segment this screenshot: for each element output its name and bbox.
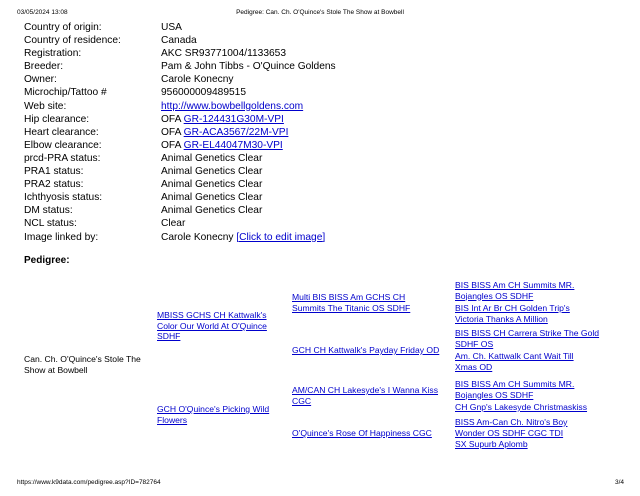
detail-label: prcd-PRA status: <box>24 152 101 164</box>
detail-value <box>161 126 288 139</box>
great-grandparent-line: CH Gnp's Lakesyde Christmaskiss <box>455 402 588 412</box>
detail-row <box>24 73 624 86</box>
detail-row <box>24 204 624 217</box>
detail-value: USA <box>161 22 182 33</box>
detail-label: NCL status: <box>24 218 77 230</box>
detail-label: Country of residence: <box>24 35 121 47</box>
detail-label: Elbow clearance: <box>24 139 102 151</box>
dam-line: GCH O'Quince's Picking Wild <box>157 404 270 414</box>
great-grandparent <box>455 379 574 400</box>
detail-label: DM status: <box>24 205 73 217</box>
detail-row <box>24 34 624 47</box>
great-grandparent-line: SDHF OS <box>455 338 494 349</box>
detail-row <box>24 165 624 178</box>
detail-row <box>24 139 624 152</box>
print-title: Pedigree: Can. Ch. O'Quince's Stole The Show at Bowbell <box>236 9 404 16</box>
detail-label: Hip clearance: <box>24 113 90 125</box>
sire-line: SDHF <box>157 331 181 342</box>
great-grandparent-line: Bojangles OS SDHF <box>455 389 534 400</box>
great-grandparent-line: Xmas OD <box>455 361 493 372</box>
grandparent-line: GCH CH Kattwalk's Payday Friday OD <box>292 345 440 355</box>
great-grandparent-link[interactable] <box>455 439 528 450</box>
sire-line: Color Our World At O'Quince <box>157 320 267 331</box>
pedigree-heading: Pedigree: <box>24 255 70 266</box>
grandparent <box>292 345 439 356</box>
detail-row <box>24 100 624 113</box>
detail-label: Image linked by: <box>24 231 99 243</box>
subject-line: Can. Ch. O'Quince's Stole The <box>24 354 141 364</box>
detail-label: Ichthyosis status: <box>24 192 103 204</box>
detail-value: Animal Genetics Clear <box>161 192 263 204</box>
detail-label: Microchip/Tattoo # <box>24 87 107 99</box>
great-grandparent-link[interactable] <box>455 417 567 438</box>
dam-line: Flowers <box>157 414 188 425</box>
grandparent <box>292 385 438 406</box>
detail-label: PRA1 status: <box>24 166 84 178</box>
grandparent-line: Multi BIS BISS Am GCHS CH <box>292 292 406 302</box>
detail-label: Heart clearance: <box>24 126 99 138</box>
grandparent <box>292 428 432 439</box>
detail-value: Carole Konecny <box>161 74 234 86</box>
detail-value: Animal Genetics Clear <box>161 166 263 178</box>
detail-link[interactable]: [Click to edit image] <box>236 231 326 243</box>
grandparent-link[interactable] <box>292 345 439 356</box>
page-number: 3/4 <box>614 479 624 486</box>
subject-line: Show at Bowbell <box>24 364 88 375</box>
detail-label: Breeder: <box>24 61 64 73</box>
pedigree-subject <box>24 354 141 375</box>
grandparent-link[interactable] <box>292 428 432 439</box>
detail-row <box>24 152 624 165</box>
great-grandparent <box>455 402 587 413</box>
detail-value: Animal Genetics Clear <box>161 152 263 164</box>
detail-value <box>161 113 284 126</box>
pedigree-sire <box>157 310 267 342</box>
great-grandparent-line: Victoria Thanks A Million <box>455 313 548 324</box>
dam-link[interactable] <box>157 404 269 425</box>
detail-row <box>24 47 624 60</box>
detail-label: Web site: <box>24 100 67 112</box>
detail-value-prefix: OFA <box>161 139 184 151</box>
great-grandparent <box>455 351 574 372</box>
great-grandparent-line: Am. Ch. Kattwalk Cant Wait Till <box>455 351 574 361</box>
detail-value <box>161 231 325 244</box>
detail-link[interactable]: GR-EL44047M30-VPI <box>183 139 283 151</box>
detail-row <box>24 191 624 204</box>
great-grandparent-link[interactable] <box>455 351 574 372</box>
detail-row <box>24 126 624 139</box>
page-url: https://www.k9data.com/pedigree.asp?ID=782764 <box>17 479 161 486</box>
great-grandparent <box>455 328 599 349</box>
sire-link[interactable] <box>157 310 267 342</box>
grandparent-line: O'Quince's Rose Of Happiness CGC <box>292 428 432 438</box>
great-grandparent <box>455 417 567 438</box>
great-grandparent-link[interactable] <box>455 280 574 301</box>
grandparent <box>292 292 410 313</box>
detail-row <box>24 86 624 99</box>
grandparent-link[interactable] <box>292 385 438 406</box>
grandparent-line: CGC <box>292 395 312 406</box>
print-date: 03/05/2024 13:08 <box>17 9 68 16</box>
detail-row <box>24 60 624 73</box>
detail-value: Canada <box>161 35 197 47</box>
detail-row <box>24 113 624 126</box>
detail-value: Pam & John Tibbs - O'Quince Goldens <box>161 61 336 73</box>
great-grandparent-line: SX Supurb Aplomb <box>455 439 528 449</box>
detail-row <box>24 178 624 191</box>
grandparent-link[interactable] <box>292 292 410 313</box>
great-grandparent <box>455 280 574 301</box>
detail-value <box>161 100 303 113</box>
detail-value: AKC SR93771004/1133653 <box>161 48 286 60</box>
great-grandparent-link[interactable] <box>455 328 599 349</box>
great-grandparent <box>455 303 570 324</box>
detail-row <box>24 231 624 244</box>
dog-details <box>24 21 624 244</box>
great-grandparent-link[interactable] <box>455 379 574 400</box>
sire-line: MBISS GCHS CH Kattwalk's <box>157 310 267 320</box>
detail-row <box>24 217 624 230</box>
detail-value: Clear <box>161 218 186 230</box>
detail-label: Registration: <box>24 48 82 60</box>
detail-link[interactable]: GR-ACA3567/22M-VPI <box>183 126 289 138</box>
great-grandparent-link[interactable] <box>455 402 587 413</box>
great-grandparent <box>455 439 528 450</box>
detail-value-prefix: OFA <box>161 113 184 125</box>
detail-value-prefix: OFA <box>161 126 184 138</box>
detail-value: Animal Genetics Clear <box>161 179 263 191</box>
detail-label: PRA2 status: <box>24 179 84 191</box>
detail-label: Owner: <box>24 74 57 86</box>
great-grandparent-link[interactable] <box>455 303 570 324</box>
detail-link[interactable]: http://www.bowbellgoldens.com <box>161 100 304 112</box>
detail-value: 956000009489515 <box>161 87 246 99</box>
great-grandparent-line: BIS Int Ar Br CH Golden Trip's <box>455 303 570 313</box>
great-grandparent-line: BIS BISS Am CH Summits MR. <box>455 379 575 389</box>
great-grandparent-line: Bojangles OS SDHF <box>455 290 534 301</box>
detail-value-prefix: Carole Konecny <box>161 231 237 243</box>
detail-value <box>161 139 283 152</box>
great-grandparent-line: BIS BISS CH Carrera Strike The Gold <box>455 328 600 338</box>
detail-label: Country of origin: <box>24 22 102 33</box>
detail-row <box>24 21 624 34</box>
grandparent-line: AM/CAN CH Lakesyde's I Wanna Kiss <box>292 385 439 395</box>
grandparent-line: Summits The Titanic OS SDHF <box>292 302 411 313</box>
pedigree-dam <box>157 404 269 425</box>
great-grandparent-line: BISS Am-Can Ch. Nitro's Boy <box>455 417 568 427</box>
detail-value: Animal Genetics Clear <box>161 205 263 217</box>
great-grandparent-line: BIS BISS Am CH Summits MR. <box>455 280 575 290</box>
great-grandparent-line: Wonder OS SDHF CGC TDI <box>455 427 564 438</box>
detail-link[interactable]: GR-124431G30M-VPI <box>183 113 284 125</box>
